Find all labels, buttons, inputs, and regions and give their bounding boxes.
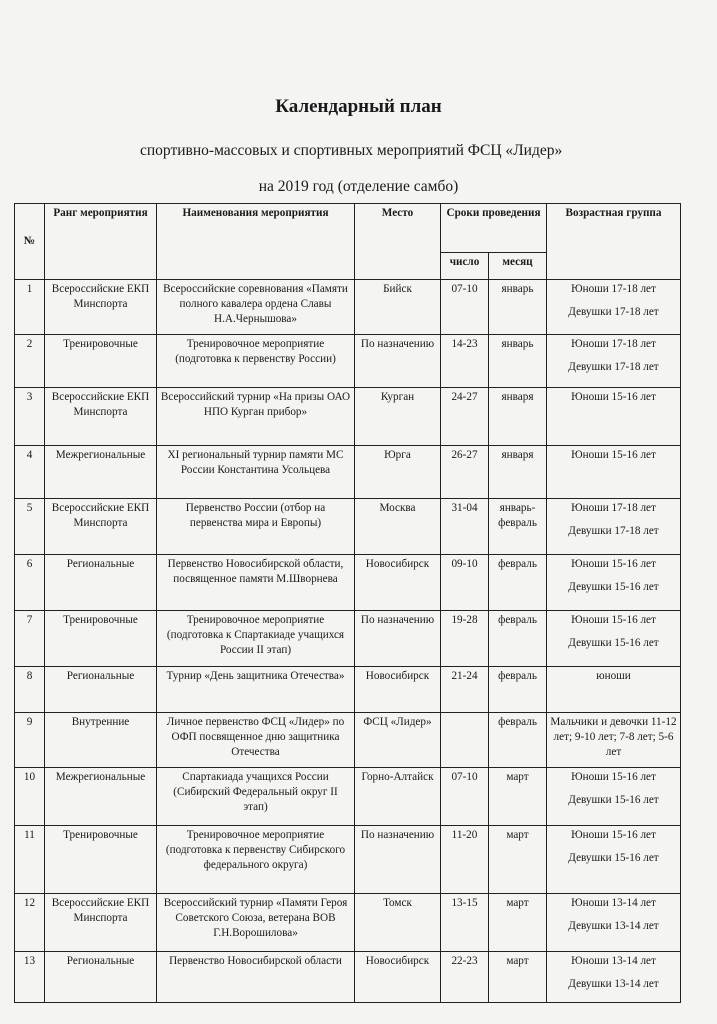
row-num-cell: 7 [15,611,45,667]
row-age-cell [547,894,681,952]
table-row [15,499,681,555]
row-age-cell [547,826,681,894]
row-num-cell: 6 [15,555,45,611]
row-name-cell: Тренировочное мероприятие (подготовка к первенству Сибирского федерального округа) [157,826,355,894]
age-group: Юноши 13-14 лет [571,897,656,909]
row-name-cell: Тренировочное мероприятие (подготовка к первенству России) [157,335,355,388]
row-num-cell: 4 [15,446,45,499]
row-place-cell: Томск [355,894,441,952]
row-name-cell: XI региональный турнир памяти МС России Константина Усольцева [157,446,355,499]
age-group: Девушки 15-16 лет [568,636,659,649]
table-row [15,826,681,894]
row-rank-cell: Региональные [45,952,157,1003]
row-day-cell: 14-23 [441,335,489,388]
row-age-cell [547,280,681,335]
row-rank-cell: Тренировочные [45,611,157,667]
table-row [15,388,681,446]
row-num-cell: 8 [15,667,45,713]
row-rank-cell: Всероссийские ЕКП Минспорта [45,499,157,555]
row-month-cell: март [489,768,547,826]
row-day-cell: 07-10 [441,280,489,335]
table-row [15,894,681,952]
row-age-cell [547,555,681,611]
row-num-cell: 9 [15,713,45,768]
row-num-cell: 10 [15,768,45,826]
age-group: Юноши 17-18 лет [571,338,656,350]
age-group: юноши [596,670,631,682]
row-rank-cell: Региональные [45,667,157,713]
row-age-cell [547,611,681,667]
row-month-cell: март [489,952,547,1003]
row-num-cell: 13 [15,952,45,1003]
age-group: Девушки 13-14 лет [568,977,659,990]
row-age-cell [547,768,681,826]
document-title: Календарный план [275,96,442,117]
row-name-cell: Первенство Новосибирской области, посвященное памяти М.Шворнева [157,555,355,611]
table-row [15,768,681,826]
col-header-name: Наименования мероприятия [157,204,355,280]
row-place-cell: Новосибирск [355,667,441,713]
row-rank-cell: Тренировочные [45,826,157,894]
table-row [15,446,681,499]
row-num-cell: 2 [15,335,45,388]
row-month-cell: февраль [489,611,547,667]
table-row [15,952,681,1003]
row-name-cell: Турнир «День защитника Отечества» [157,667,355,713]
row-month-cell: январь-февраль [489,499,547,555]
row-place-cell: По назначению [355,826,441,894]
age-group: Девушки 17-18 лет [568,305,659,318]
table-row [15,335,681,388]
row-day-cell: 24-27 [441,388,489,446]
document-subtitle: спортивно-массовых и спортивных мероприятий ФСЦ «Лидер» [140,142,563,159]
row-month-cell: февраль [489,555,547,611]
col-header-num: № [15,204,45,280]
row-day-cell: 26-27 [441,446,489,499]
row-place-cell: Москва [355,499,441,555]
row-place-cell: ФСЦ «Лидер» [355,713,441,768]
row-rank-cell: Всероссийские ЕКП Минспорта [45,388,157,446]
row-place-cell: Новосибирск [355,555,441,611]
row-place-cell: Юрга [355,446,441,499]
age-group: Юноши 15-16 лет [571,771,656,783]
row-day-cell: 21-24 [441,667,489,713]
age-group: Юноши 15-16 лет [571,391,656,403]
row-rank-cell: Всероссийские ЕКП Минспорта [45,280,157,335]
age-group: Юноши 15-16 лет [571,614,656,626]
row-name-cell: Тренировочное мероприятие (подготовка к Спартакиаде учащихся России II этап) [157,611,355,667]
age-group: Девушки 17-18 лет [568,524,659,537]
row-day-cell: 31-04 [441,499,489,555]
row-day-cell: 22-23 [441,952,489,1003]
row-rank-cell: Региональные [45,555,157,611]
row-place-cell: По назначению [355,335,441,388]
row-day-cell: 13-15 [441,894,489,952]
row-day-cell: 07-10 [441,768,489,826]
row-num-cell: 3 [15,388,45,446]
row-age-cell [547,952,681,1003]
events-table [14,203,681,1003]
table-row [15,667,681,713]
age-group: Юноши 15-16 лет [571,829,656,841]
col-header-rank: Ранг мероприятия [45,204,157,280]
row-name-cell: Спартакиада учащихся России (Сибирский Федеральный округ II этап) [157,768,355,826]
row-name-cell: Первенство Новосибирской области [157,952,355,1003]
age-group: Девушки 15-16 лет [568,793,659,806]
row-rank-cell: Внутренние [45,713,157,768]
row-month-cell: февраль [489,713,547,768]
row-num-cell: 12 [15,894,45,952]
row-day-cell: 11-20 [441,826,489,894]
row-month-cell: февраль [489,667,547,713]
col-header-month: месяц [489,253,547,280]
row-name-cell: Всероссийский турнир «Памяти Героя Советского Союза, ветерана ВОВ Г.Н.Ворошилова» [157,894,355,952]
row-rank-cell: Межрегиональные [45,768,157,826]
row-name-cell: Всероссийские соревнования «Памяти полного кавалера ордена Славы Н.А.Чернышова» [157,280,355,335]
age-group: Юноши 13-14 лет [571,955,656,967]
row-month-cell: март [489,894,547,952]
row-month-cell: января [489,388,547,446]
col-header-dates: Сроки проведения [441,204,547,253]
col-header-place: Место [355,204,441,280]
row-name-cell: Всероссийский турнир «На призы ОАО НПО Курган прибор» [157,388,355,446]
table-row [15,611,681,667]
age-group: Юноши 17-18 лет [571,283,656,295]
row-age-cell [547,713,681,768]
table-row [15,713,681,768]
table-row [15,280,681,335]
row-place-cell: По назначению [355,611,441,667]
row-age-cell [547,499,681,555]
row-age-cell [547,388,681,446]
row-name-cell: Первенство России (отбор на первенства мира и Европы) [157,499,355,555]
row-month-cell: января [489,446,547,499]
row-day-cell [441,713,489,768]
age-group: Девушки 15-16 лет [568,580,659,593]
row-num-cell: 11 [15,826,45,894]
document-period: на 2019 год (отделение самбо) [258,178,459,195]
row-month-cell: январь [489,335,547,388]
row-num-cell: 1 [15,280,45,335]
age-group: Девушки 15-16 лет [568,851,659,864]
row-place-cell: Курган [355,388,441,446]
row-rank-cell: Всероссийские ЕКП Минспорта [45,894,157,952]
row-place-cell: Горно-Алтайск [355,768,441,826]
row-num-cell: 5 [15,499,45,555]
row-age-cell [547,667,681,713]
row-day-cell: 19-28 [441,611,489,667]
row-age-cell [547,446,681,499]
row-age-cell [547,335,681,388]
age-group: Девушки 13-14 лет [568,919,659,932]
row-place-cell: Бийск [355,280,441,335]
age-group: Юноши 17-18 лет [571,502,656,514]
col-header-day: число [441,253,489,280]
row-rank-cell: Тренировочные [45,335,157,388]
col-header-age: Возрастная группа [547,204,681,280]
row-place-cell: Новосибирск [355,952,441,1003]
row-day-cell: 09-10 [441,555,489,611]
table-row [15,555,681,611]
age-group: Юноши 15-16 лет [571,449,656,461]
row-month-cell: январь [489,280,547,335]
row-rank-cell: Межрегиональные [45,446,157,499]
row-name-cell: Личное первенство ФСЦ «Лидер» по ОФП посвященное дню защитника Отечества [157,713,355,768]
row-month-cell: март [489,826,547,894]
age-group: Девушки 17-18 лет [568,360,659,373]
age-group-note: Мальчики и девочки 11-12 лет; 9-10 лет; 7-8 лет; 5-6 лет [550,716,677,758]
age-group: Юноши 15-16 лет [571,558,656,570]
